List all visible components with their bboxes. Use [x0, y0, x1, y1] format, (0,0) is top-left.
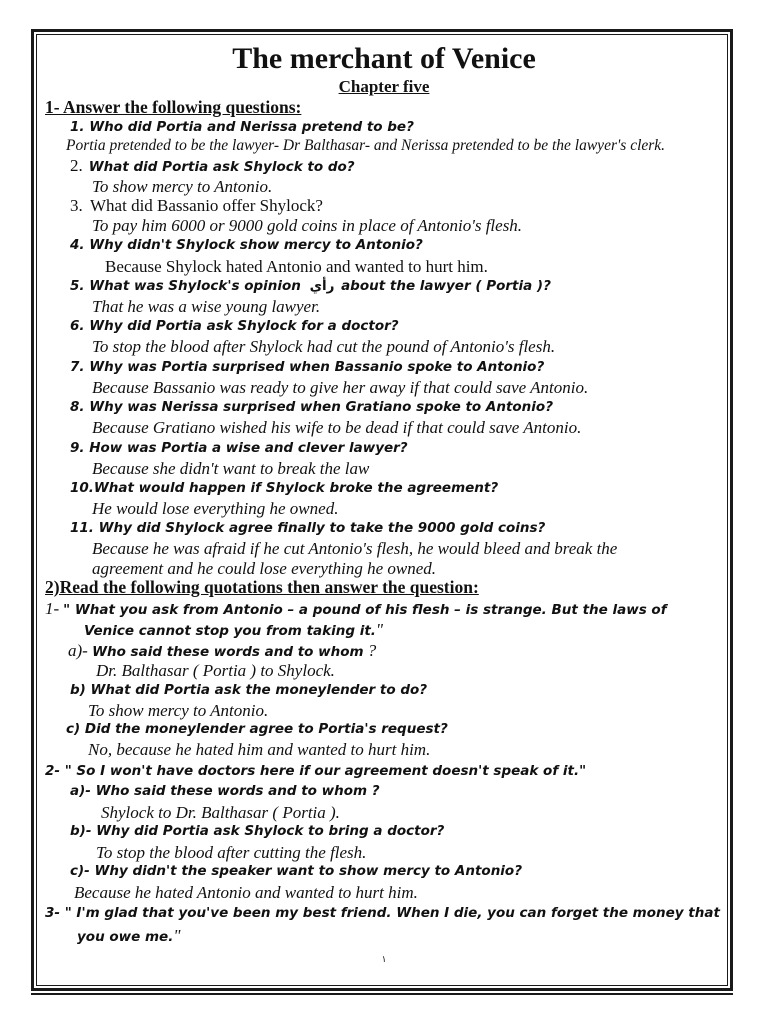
answer-6: To stop the blood after Shylock had cut the pound of Antonio's flesh.	[92, 337, 556, 356]
question-3	[70, 196, 323, 216]
quote2-question-b: b)- Why did Portia ask Shylock to bring a doctor?	[70, 823, 445, 839]
page-title: The merchant of Venice	[232, 42, 536, 75]
answer-5: That he was a wise young lawyer.	[92, 297, 321, 316]
quote1-question-a-label: a)-	[68, 641, 93, 660]
question-2-text: What did Portia ask Shylock to do?	[88, 159, 355, 175]
question-9: 9. How was Portia a wise and clever lawyer?	[70, 440, 408, 456]
quotation-2: 2- " So I won't have doctors here if our agreement doesn't speak of it."	[45, 763, 587, 779]
chapter-heading: Chapter five	[338, 77, 430, 96]
section2-heading: 2)Read the following quotations then answer the question:	[45, 577, 479, 597]
quote1-question-a-mark: ?	[363, 641, 377, 660]
quotation-1-text: " What you ask from Antonio – a pound of his flesh – is strange. But the laws of	[63, 602, 667, 618]
question-5-arabic-word: رأي	[309, 278, 335, 294]
quote2-answer-b: To stop the blood after cutting the flesh.	[96, 843, 367, 862]
quote2-answer-c: Because he hated Antonio and wanted to hurt him.	[74, 883, 418, 902]
quotation-3-close-quote: "	[173, 926, 181, 945]
quote1-answer-a: Dr. Balthasar ( Portia ) to Shylock.	[96, 661, 335, 680]
quotation-1-close-quote: "	[375, 620, 384, 639]
quotation-1-line-1	[45, 599, 667, 619]
answer-3: To pay him 6000 or 9000 gold coins in place of Antonio's flesh.	[92, 216, 523, 235]
quote2-question-a: a)- Who said these words and to whom ?	[70, 783, 380, 799]
quotation-1-text-2: Venice cannot stop you from taking it.	[84, 623, 376, 639]
question-3-text: What did Bassanio offer Shylock?	[90, 196, 323, 215]
quote1-question-a	[68, 641, 376, 661]
question-2	[70, 156, 355, 176]
answer-10: He would lose everything he owned.	[92, 499, 339, 518]
question-8: 8. Why was Nerissa surprised when Gratiano spoke to Antonio?	[70, 399, 554, 415]
quote1-answer-c: No, because he hated him and wanted to hurt him.	[88, 740, 431, 759]
question-5	[70, 278, 551, 294]
quote1-question-b: b) What did Portia ask the moneylender to do?	[70, 682, 428, 698]
question-5-text-end: about the lawyer ( Portia )?	[341, 278, 551, 294]
quotation-1-line-2	[84, 620, 383, 640]
question-3-number: 3.	[70, 196, 83, 215]
question-1: 1. Who did Portia and Nerissa pretend to be?	[70, 119, 414, 135]
section1-heading: 1- Answer the following questions:	[45, 97, 302, 117]
question-6: 6. Why did Portia ask Shylock for a doctor?	[70, 318, 399, 334]
page-border-bottom	[31, 993, 733, 995]
answer-11-line-2: agreement and he could lose everything he owned.	[92, 559, 436, 578]
quotation-1-number: 1-	[45, 599, 60, 618]
question-11: 11. Why did Shylock agree finally to take the 9000 gold coins?	[70, 520, 546, 536]
answer-8: Because Gratiano wished his wife to be dead if that could save Antonio.	[92, 418, 582, 437]
answer-4: Because Shylock hated Antonio and wanted to hurt him.	[105, 257, 488, 276]
quotation-3-line-2	[77, 926, 180, 946]
answer-7: Because Bassanio was ready to give her away if that could save Antonio.	[92, 378, 589, 397]
question-5-text-start: 5. What was Shylock's opinion	[70, 278, 306, 294]
answer-11-line-1: Because he was afraid if he cut Antonio's flesh, he would bleed and break the	[92, 539, 618, 558]
question-7: 7. Why was Portia surprised when Bassanio spoke to Antonio?	[70, 359, 545, 375]
page-number: ١	[381, 955, 387, 965]
quote1-question-c: c) Did the moneylender agree to Portia's request?	[66, 721, 448, 737]
quote1-question-a-text: Who said these words and to whom	[92, 644, 364, 660]
question-2-number: 2.	[70, 156, 83, 175]
quotation-3-text-2: you owe me.	[77, 929, 174, 945]
answer-9: Because she didn't want to break the law	[92, 459, 370, 478]
quote1-answer-b: To show mercy to Antonio.	[88, 701, 269, 720]
question-10: 10.What would happen if Shylock broke the agreement?	[70, 480, 499, 496]
quote2-answer-a: Shylock to Dr. Balthasar ( Portia ).	[101, 803, 340, 822]
quotation-3-line-1: 3- " I'm glad that you've been my best friend. When I die, you can forget the money that	[45, 905, 720, 921]
answer-2: To show mercy to Antonio.	[92, 177, 273, 196]
answer-1: Portia pretended to be the lawyer- Dr Balthasar- and Nerissa pretended to be the lawyer's clerk.	[66, 137, 666, 154]
question-4: 4. Why didn't Shylock show mercy to Antonio?	[70, 237, 423, 253]
quote2-question-c: c)- Why didn't the speaker want to show mercy to Antonio?	[70, 863, 523, 879]
